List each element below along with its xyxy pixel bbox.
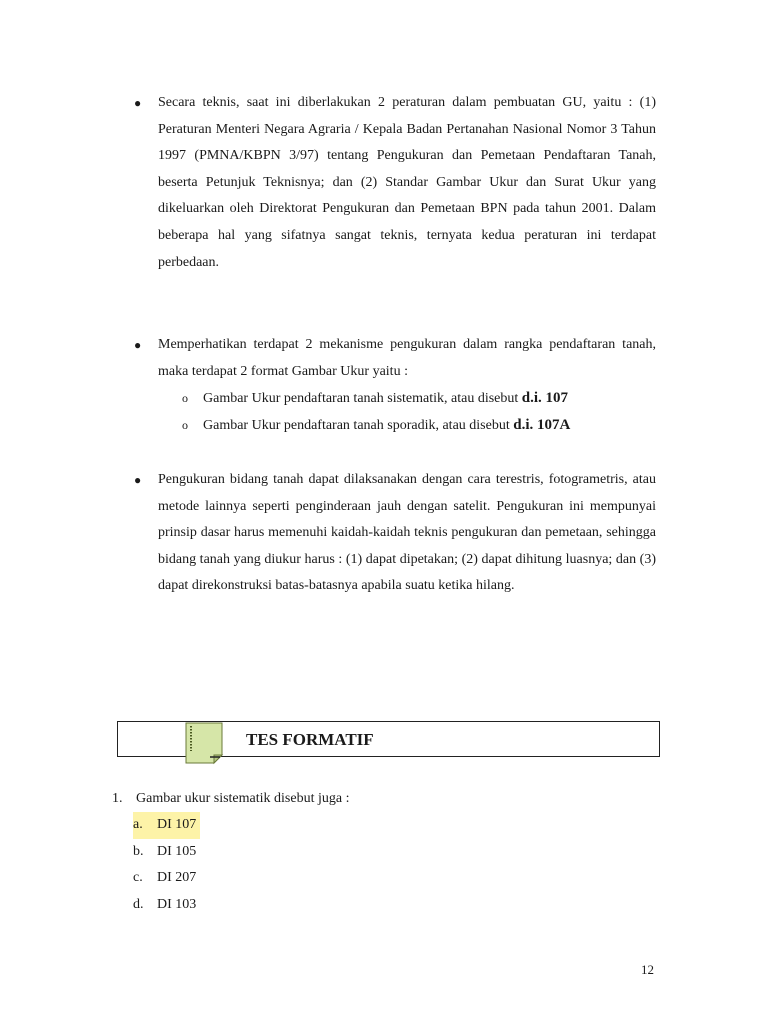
option-text: DI 107 bbox=[157, 817, 197, 832]
option-letter: c. bbox=[133, 870, 143, 885]
answer-option-b[interactable] bbox=[133, 839, 612, 866]
notepad-icon bbox=[184, 721, 224, 765]
sub-list-marker: o bbox=[182, 418, 188, 433]
option-text: DI 105 bbox=[157, 843, 197, 859]
question-text: Gambar ukur sistematik disebut juga : bbox=[136, 791, 350, 806]
form-code: d.i. 107A bbox=[513, 417, 571, 434]
answer-option-d[interactable] bbox=[133, 892, 612, 919]
option-letter: b. bbox=[133, 843, 144, 859]
bullet-text: Pengukuran bidang tanah dapat dilaksanakan dengan cara terestris, fotogrametris, atau metode lainnya seperti penginderaan jauh dengan satelit. Pengukuran ini mempunyai prinsip dasar harus memenuhi kaidah-kaidah teknis pengukuran dan pemetaan, sehingga bidang tanah yang diukur harus : (1) dapat dipetakan; (2) dapat dihitung luasnya; dan (3) dapat direkonstruksi batas-batasnya apabila suatu ketika hilang. bbox=[158, 472, 656, 594]
bullet-marker: ● bbox=[134, 473, 142, 487]
sub-list-item bbox=[158, 385, 656, 412]
option-text: DI 207 bbox=[157, 870, 197, 885]
quiz-question bbox=[112, 786, 612, 918]
option-letter: a. bbox=[133, 817, 143, 832]
answer-option-c[interactable] bbox=[133, 865, 612, 892]
form-code: d.i. 107 bbox=[521, 390, 569, 407]
bullet-item-1 bbox=[134, 90, 656, 276]
option-text: DI 103 bbox=[157, 896, 197, 912]
sub-list-text: Gambar Ukur pendaftaran tanah sporadik, atau disebut bbox=[203, 418, 514, 434]
sub-list-text: Gambar Ukur pendaftaran tanah sistematik, atau disebut bbox=[203, 391, 522, 407]
bullet-marker: ● bbox=[134, 96, 142, 110]
section-title: TES FORMATIF bbox=[246, 730, 374, 749]
answer-option-a[interactable] bbox=[133, 812, 200, 839]
bullet-item-2 bbox=[134, 332, 656, 439]
sub-list-marker: o bbox=[182, 391, 188, 406]
bullet-item-3 bbox=[134, 467, 656, 600]
tes-formatif-header bbox=[117, 721, 660, 757]
page-number: 12 bbox=[641, 962, 654, 977]
bullet-marker: ● bbox=[134, 338, 142, 352]
bullet-text: Secara teknis, saat ini diberlakukan 2 peraturan dalam pembuatan GU, yaitu : (1) Peraturan Menteri Negara Agraria / Kepala Badan Pertanahan Nasional Nomor 3 Tahun 1997 (PMNA/KBPN 3/97) tentang Pengukuran dan Pemetaan Pendaftaran Tanah, beserta Petunjuk Teknisnya; dan (2) Standar Gambar Ukur dan Surat Ukur yang dikeluarkan oleh Direktorat Pengukuran dan Pemetaan BPN pada tahun 2001. Dalam beberapa hal yang sifatnya sangat teknis, ternyata kedua peraturan ini terdapat perbedaan. bbox=[158, 95, 656, 270]
question-number: 1. bbox=[112, 791, 123, 806]
sub-list-item bbox=[158, 412, 656, 439]
bullet-text: Memperhatikan terdapat 2 mekanisme pengukuran dalam rangka pendaftaran tanah, maka terdapat 2 format Gambar Ukur yaitu : bbox=[158, 337, 656, 379]
option-letter: d. bbox=[133, 896, 144, 912]
